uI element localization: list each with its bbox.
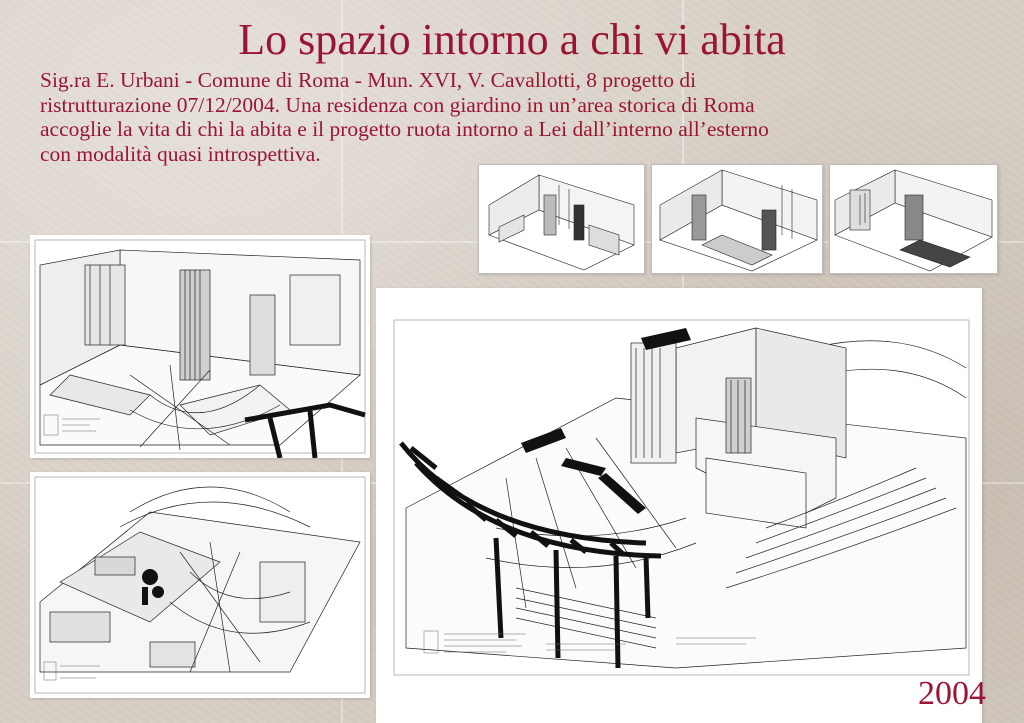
thumbnail-drawing-1 [478,164,645,274]
axonometric-drawing [30,235,370,458]
description-line: Sig.ra E. Urbani - Comune di Roma - Mun. XVI, V. Cavallotti, 8 progetto di [40,68,697,92]
axonometric-drawing [479,165,644,273]
axonometric-drawing [30,472,370,698]
drawing-sheet-interior [30,235,370,458]
description-line: con modalità quasi introspettiva. [40,141,321,166]
thumbnail-drawing-3 [829,164,998,274]
axonometric-drawing [376,288,982,723]
thumbnail-drawing-2 [651,164,823,274]
poster-description [40,68,940,166]
poster-year: 2004 [918,675,986,712]
axonometric-drawing [830,165,997,273]
drawing-sheet-exterior [376,288,982,723]
poster-title: Lo spazio intorno a chi vi abita [238,15,786,64]
description-line: accoglie la vita di chi la abita e il progetto ruota intorno a Lei dall’interno all’esterno [40,117,769,141]
drawing-sheet-plan [30,472,370,698]
axonometric-drawing [652,165,822,273]
description-line: ristrutturazione 07/12/2004. Una residenza con giardino in un’area storica di Roma [40,92,755,117]
